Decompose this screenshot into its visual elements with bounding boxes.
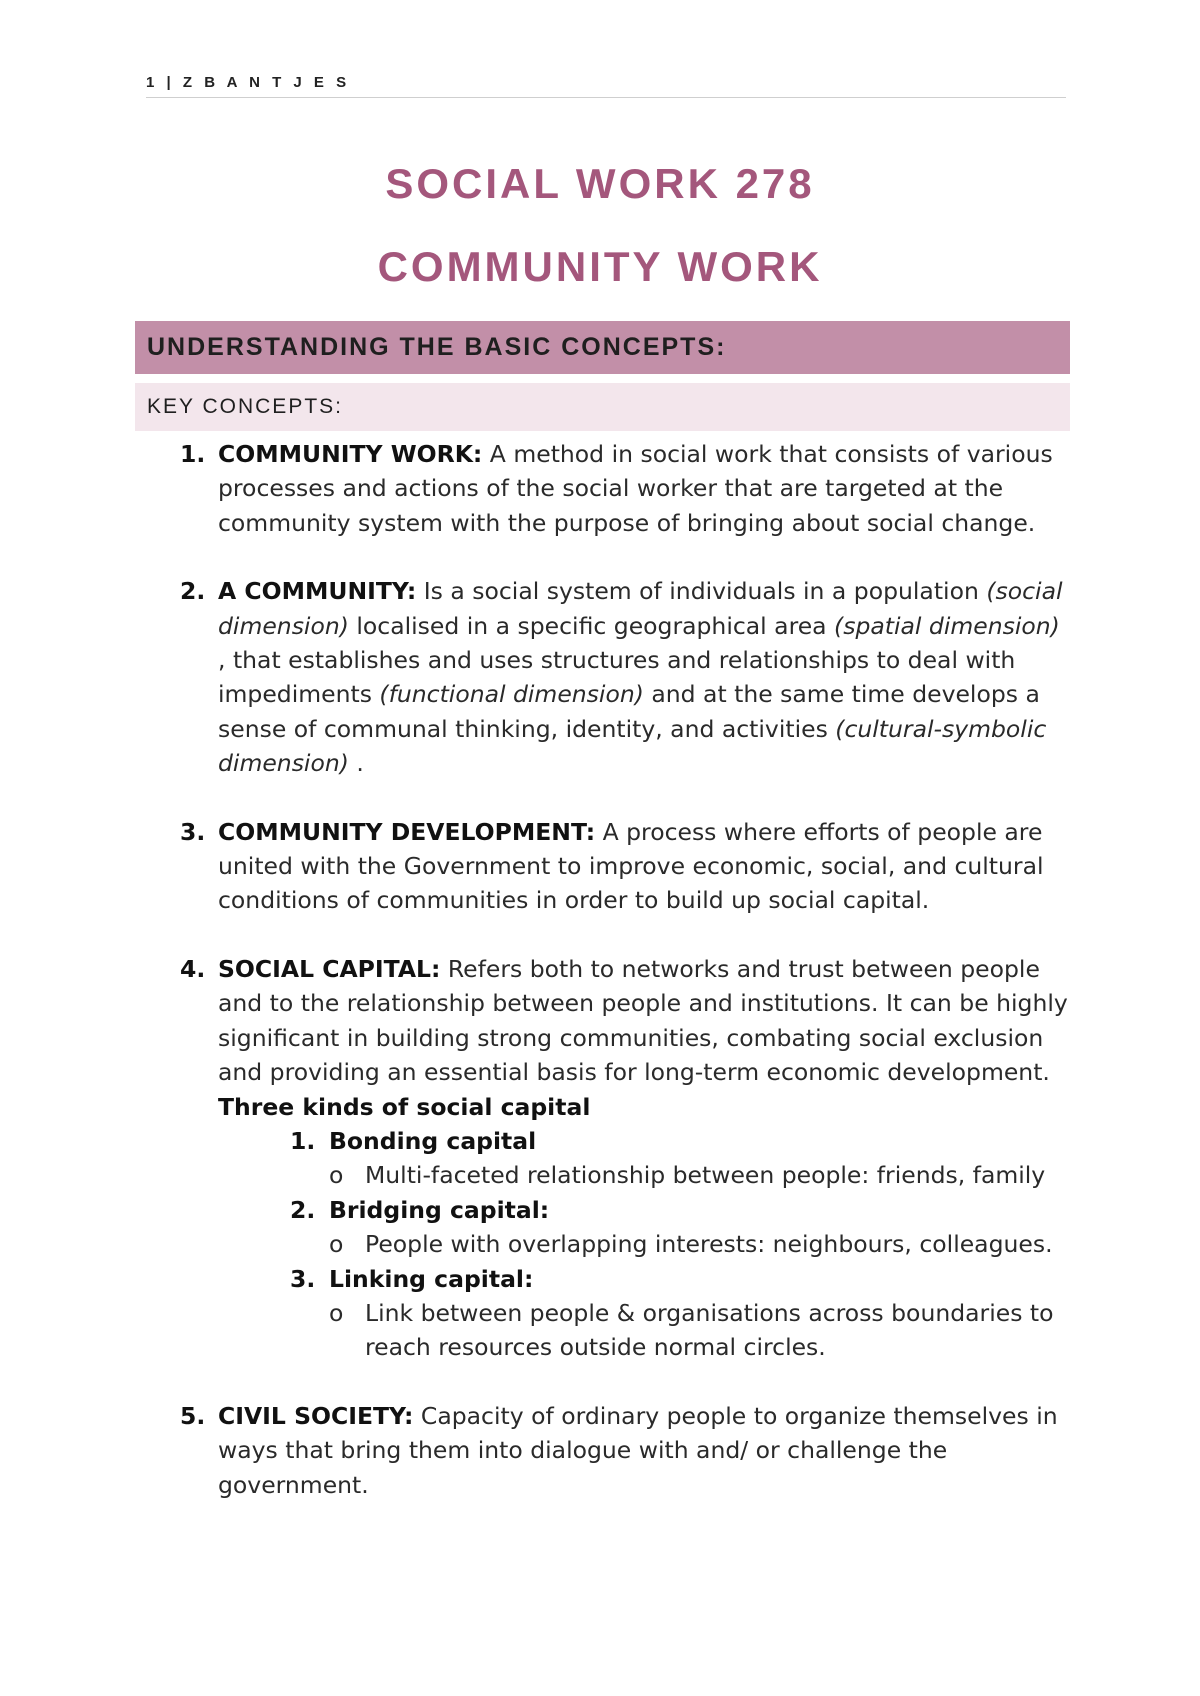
concept-definition: A process where efforts of people are united with the Government to improve economic, social, and cultural conditions of communities in order to build up social capital. xyxy=(218,817,1044,915)
header-divider xyxy=(146,97,1066,98)
concept-term: A COMMUNITY: xyxy=(218,577,417,606)
concept-number: 5. xyxy=(180,1401,206,1430)
concept-item xyxy=(0,437,1068,540)
capital-kinds-list xyxy=(218,1124,1068,1365)
kind-name: Bridging capital: xyxy=(329,1195,550,1224)
concept-item xyxy=(0,815,1068,918)
capital-kind xyxy=(218,1262,1068,1365)
kind-description: Link between people & organisations across boundaries to reach resources outside normal circles. xyxy=(365,1298,1054,1362)
kind-number: 2. xyxy=(290,1195,316,1224)
concept-definition: and at the same time develops a sense of communal thinking, identity, and activities xyxy=(218,680,1040,743)
concepts-list xyxy=(0,437,1200,1536)
document-subtitle: COMMUNITY WORK xyxy=(377,243,823,290)
concept-item xyxy=(0,952,1068,1365)
bullet-icon: o xyxy=(329,1161,344,1190)
page-header: 1 | Z B A N T J E S xyxy=(146,74,351,91)
concept-item xyxy=(0,574,1068,780)
dimension-label: (social dimension) xyxy=(218,577,1063,640)
concept-number: 1. xyxy=(180,440,206,468)
kind-description: Multi-faceted relationship between people: friends, family xyxy=(365,1161,1046,1190)
concept-number: 4. xyxy=(180,954,206,983)
section-heading: UNDERSTANDING THE BASIC CONCEPTS: xyxy=(135,321,1070,374)
document-title: SOCIAL WORK 278 xyxy=(385,160,815,207)
capital-kind xyxy=(218,1124,1068,1193)
dimension-label: (cultural-symbolic dimension) xyxy=(218,714,1047,778)
subsection-title: Three kinds of social capital xyxy=(218,1092,591,1121)
concept-term: COMMUNITY WORK: xyxy=(218,440,483,468)
concept-definition: localised in a specific geographical area xyxy=(348,611,835,640)
concept-definition: . xyxy=(348,749,364,778)
kind-number: 1. xyxy=(290,1126,316,1155)
concept-number: 2. xyxy=(180,577,206,606)
kind-name: Bonding capital xyxy=(329,1126,537,1155)
bullet-icon: o xyxy=(329,1230,344,1259)
capital-kind xyxy=(218,1193,1068,1262)
concept-item xyxy=(0,1399,1068,1502)
concept-number: 3. xyxy=(180,817,206,846)
dimension-label: (functional dimension) xyxy=(379,680,644,709)
concept-term: CIVIL SOCIETY: xyxy=(218,1401,414,1430)
concept-definition: A method in social work that consists of various processes and actions of the social worker that are targeted at the community system with the purpose of bringing about social change. xyxy=(218,440,1053,537)
concept-definition: Capacity of ordinary people to organize themselves in ways that bring them into dialogue with and/ or challenge the government. xyxy=(218,1401,1058,1499)
concept-term: SOCIAL CAPITAL: xyxy=(218,954,441,983)
dimension-label: (spatial dimension) xyxy=(834,611,1060,640)
bullet-icon: o xyxy=(329,1298,344,1327)
concept-definition: , that establishes and uses structures and relationships to deal with impediments xyxy=(218,646,1016,709)
kind-number: 3. xyxy=(290,1264,316,1293)
kind-name: Linking capital: xyxy=(329,1264,534,1293)
kind-description: People with overlapping interests: neighbours, colleagues. xyxy=(365,1230,1053,1259)
concept-definition: Is a social system of individuals in a population xyxy=(416,577,987,606)
concept-term: COMMUNITY DEVELOPMENT: xyxy=(218,817,596,846)
section-subheading: KEY CONCEPTS: xyxy=(135,383,1070,431)
concept-definition: Refers both to networks and trust between people and to the relationship between people and institutions. It can be highly significant in building strong communities, combating social exclusion and providing an essential basis for long-term economic development. xyxy=(218,954,1068,1087)
